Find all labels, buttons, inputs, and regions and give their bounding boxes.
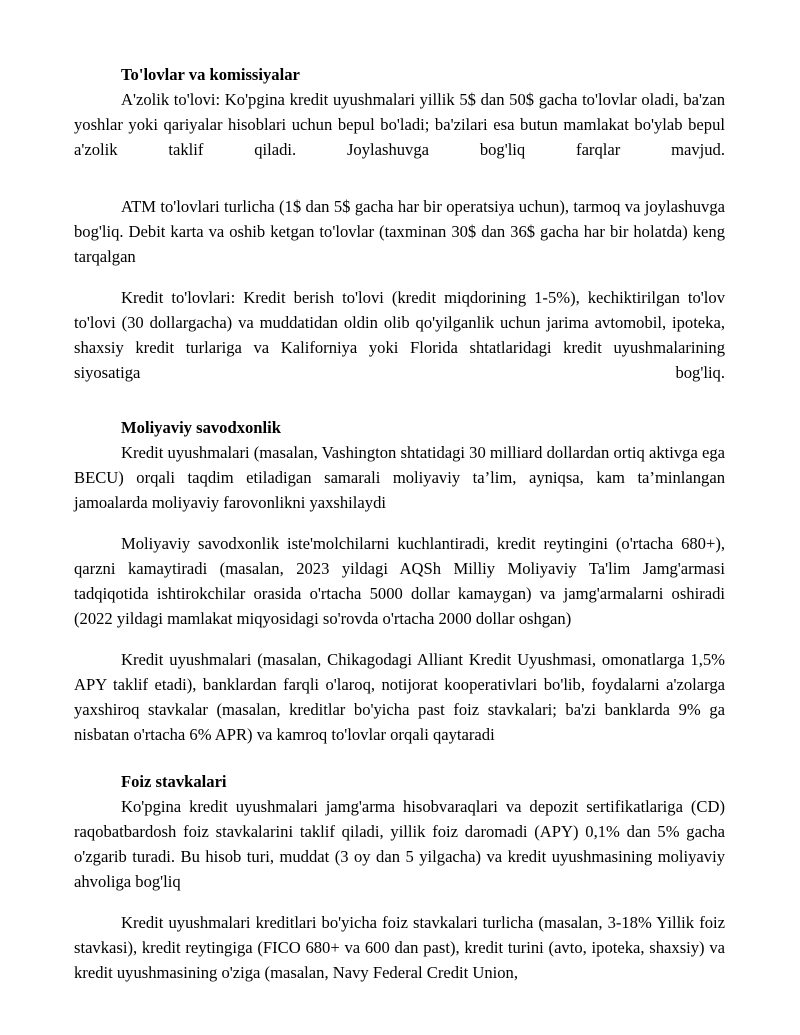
paragraph: A'zolik to'lovi: Ko'pgina kredit uyushmalari yillik 5$ dan 50$ gacha to'lovlar oladi, ba'zan yoshlar yoki qariyalar hisoblari uchun bepul bo'ladi; ba'zilari esa butun mamlakat bo'ylab bepul a'zolik taklif qiladi. Joylashuvga bog'liq farqlar mavjud. [74, 90, 725, 159]
paragraph: Moliyaviy savodxonlik iste'molchilarni kuchlantiradi, kredit reytingini (o'rtacha 680+), qarzni kamaytiradi (masalan, 2023 yildagi AQSh Milliy Moliyaviy Ta'lim Jamg'armasi tadqiqotida ishtirokchilar orasida o'rtacha 5000 dollar kamaygan) va jamg'armalarni oshiradi (2022 yildagi mamlakat miqyosidagi so'rovda o'rtacha 2000 dollar oshgan) [74, 534, 725, 628]
paragraph: Kredit uyushmalari (masalan, Vashington shtatidagi 30 milliard dollardan ortiq aktivga ega BECU) orqali taqdim etiladigan samarali moliyaviy ta’lim, ayniqsa, kam ta’minlangan jamoalarda moliyaviy farovonlikni yaxshilaydi [74, 443, 725, 512]
section-interest-rates [74, 769, 725, 985]
section-heading: To'lovlar va komissiyalar [121, 65, 300, 84]
section-heading: Moliyaviy savodxonlik [121, 418, 281, 437]
paragraph: Kredit to'lovlari: Kredit berish to'lovi (kredit miqdorining 1-5%), kechiktirilgan to'lov to'lovi (30 dollargacha) va muddatidan oldin olib qo'yilganlik uchun jarima avtomobil, ipoteka, shaxsiy kredit turlariga va Kaliforniya yoki Florida shtatlaridagi kredit uyushmalarining siyosatiga bog'liq. [74, 288, 725, 382]
document-page [74, 62, 725, 985]
section-fees [74, 62, 725, 385]
paragraph: Kredit uyushmalari (masalan, Chikagodagi Alliant Kredit Uyushmasi, omonatlarga 1,5% APY taklif etadi), banklardan farqli o'laroq, notijorat kooperativlari bo'lib, foydalarni a'zolarga yaxshiroq stavkalar (masalan, kreditlar bo'yicha past foiz stavkalari; ba'zi banklarda 9% ga nisbatan o'rtacha 6% APR) va kamroq to'lovlar orqali qaytaradi [74, 650, 725, 744]
paragraph: Ko'pgina kredit uyushmalari jamg'arma hisobvaraqlari va depozit sertifikatlariga (CD) raqobatbardosh foiz stavkalarini taklif qiladi, yillik foiz daromadi (APY) 0,1% dan 5% gacha o'zgarib turadi. Bu hisob turi, muddat (3 oy dan 5 yilgacha) va kredit uyushmasining moliyaviy ahvoliga bog'liq [74, 797, 725, 891]
paragraph: ATM to'lovlari turlicha (1$ dan 5$ gacha har bir operatsiya uchun), tarmoq va joylashuvga bog'liq. Debit karta va oshib ketgan to'lovlar (taxminan 30$ dan 36$ gacha har bir holatda) keng tarqalgan [74, 197, 725, 266]
section-financial-literacy [74, 415, 725, 747]
paragraph: Kredit uyushmalari kreditlari bo'yicha foiz stavkalari turlicha (masalan, 3-18% Yillik foiz stavkasi), kredit reytingiga (FICO 680+ va 600 dan past), kredit turini (avto, ipoteka, shaxsiy) va kredit uyushmasining o'ziga (masalan, Navy Federal Credit Union, [74, 913, 725, 982]
section-heading: Foiz stavkalari [121, 772, 227, 791]
